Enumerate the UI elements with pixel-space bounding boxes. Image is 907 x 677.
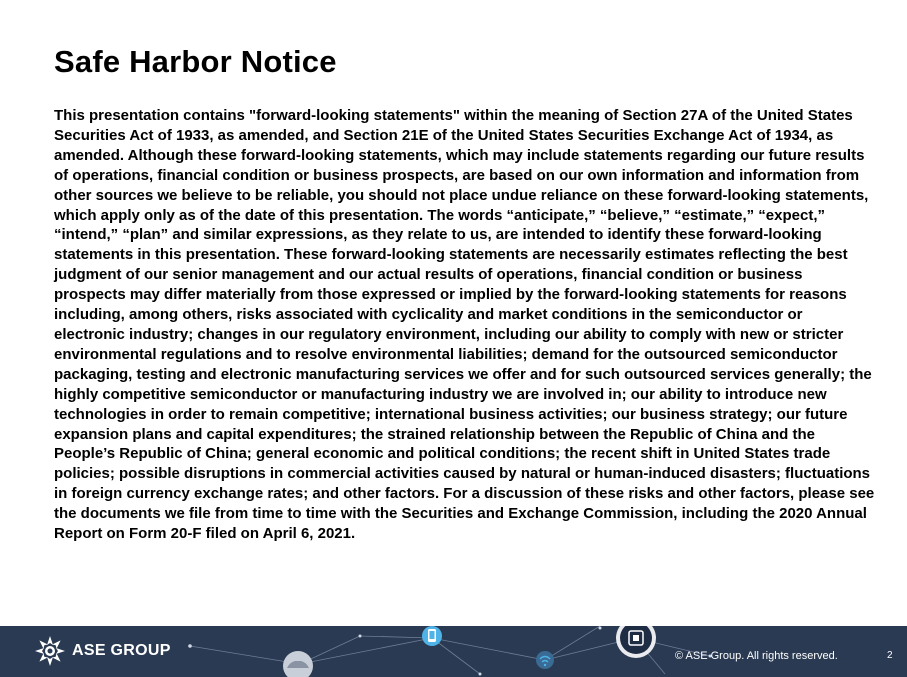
chip-icon	[616, 626, 656, 658]
copyright-text: © ASE Group. All rights reserved.	[675, 650, 838, 662]
wifi-icon	[536, 651, 554, 669]
page-number: 2	[887, 650, 893, 661]
logo-text: ASE GROUP	[72, 642, 171, 659]
ase-logo	[34, 635, 171, 667]
ase-logo-icon	[34, 635, 66, 667]
phone-icon	[422, 626, 442, 646]
car-icon	[283, 651, 313, 677]
safe-harbor-body: This presentation contains "forward-looking statements" within the meaning of Section 27A of the United States Securities Act of 1933, as amended, and Section 21E of the United States Securities Exchange Act of 1934, as amended. Although these forward-looking statements, which may include statements regarding our future results of operations, financial condition or business prospects, are based on our own information and information from other sources we believe to be reliable, you should not place undue reliance on these forward-looking statements, which apply only as of the date of this presentation. The words “anticipate,” “believe,” “estimate,” “expect,” “intend,” “plan” and similar expressions, as they relate to us, are intended to identify these forward-looking statements in this presentation. These forward-looking statements are necessarily estimates reflecting the best judgment of our senior management and our actual results of operations, financial condition or business prospects may differ materially from those expressed or implied by the forward-looking statements for reasons including, among others, risks associated with cyclicality and market conditions in the semiconductor or electronic industry; changes in our regulatory environment, including our ability to comply with new or stricter environmental regulations and to resolve environmental liabilities; demand for the outsourced semiconductor packaging, testing and electronic manufacturing services we offer and for such outsourced services generally; the highly competitive semiconductor or manufacturing industry we are involved in; our ability to introduce new technologies in order to remain competitive; international business activities; our business strategy; our future expansion plans and capital expenditures; the strained relationship between the Republic of China and the People’s Republic of China; general economic and political conditions; the recent shift in United States trade policies; possible disruptions in commercial activities caused by natural or human-induced disasters; fluctuations in foreign currency exchange rates; and other factors. For a discussion of these risks and other factors, please see the documents we file from time to time with the Securities and Exchange Commission, including the 2020 Annual Report on Form 20-F filed on April 6, 2021.	[54, 107, 875, 543]
slide-title: Safe Harbor Notice	[54, 44, 337, 79]
